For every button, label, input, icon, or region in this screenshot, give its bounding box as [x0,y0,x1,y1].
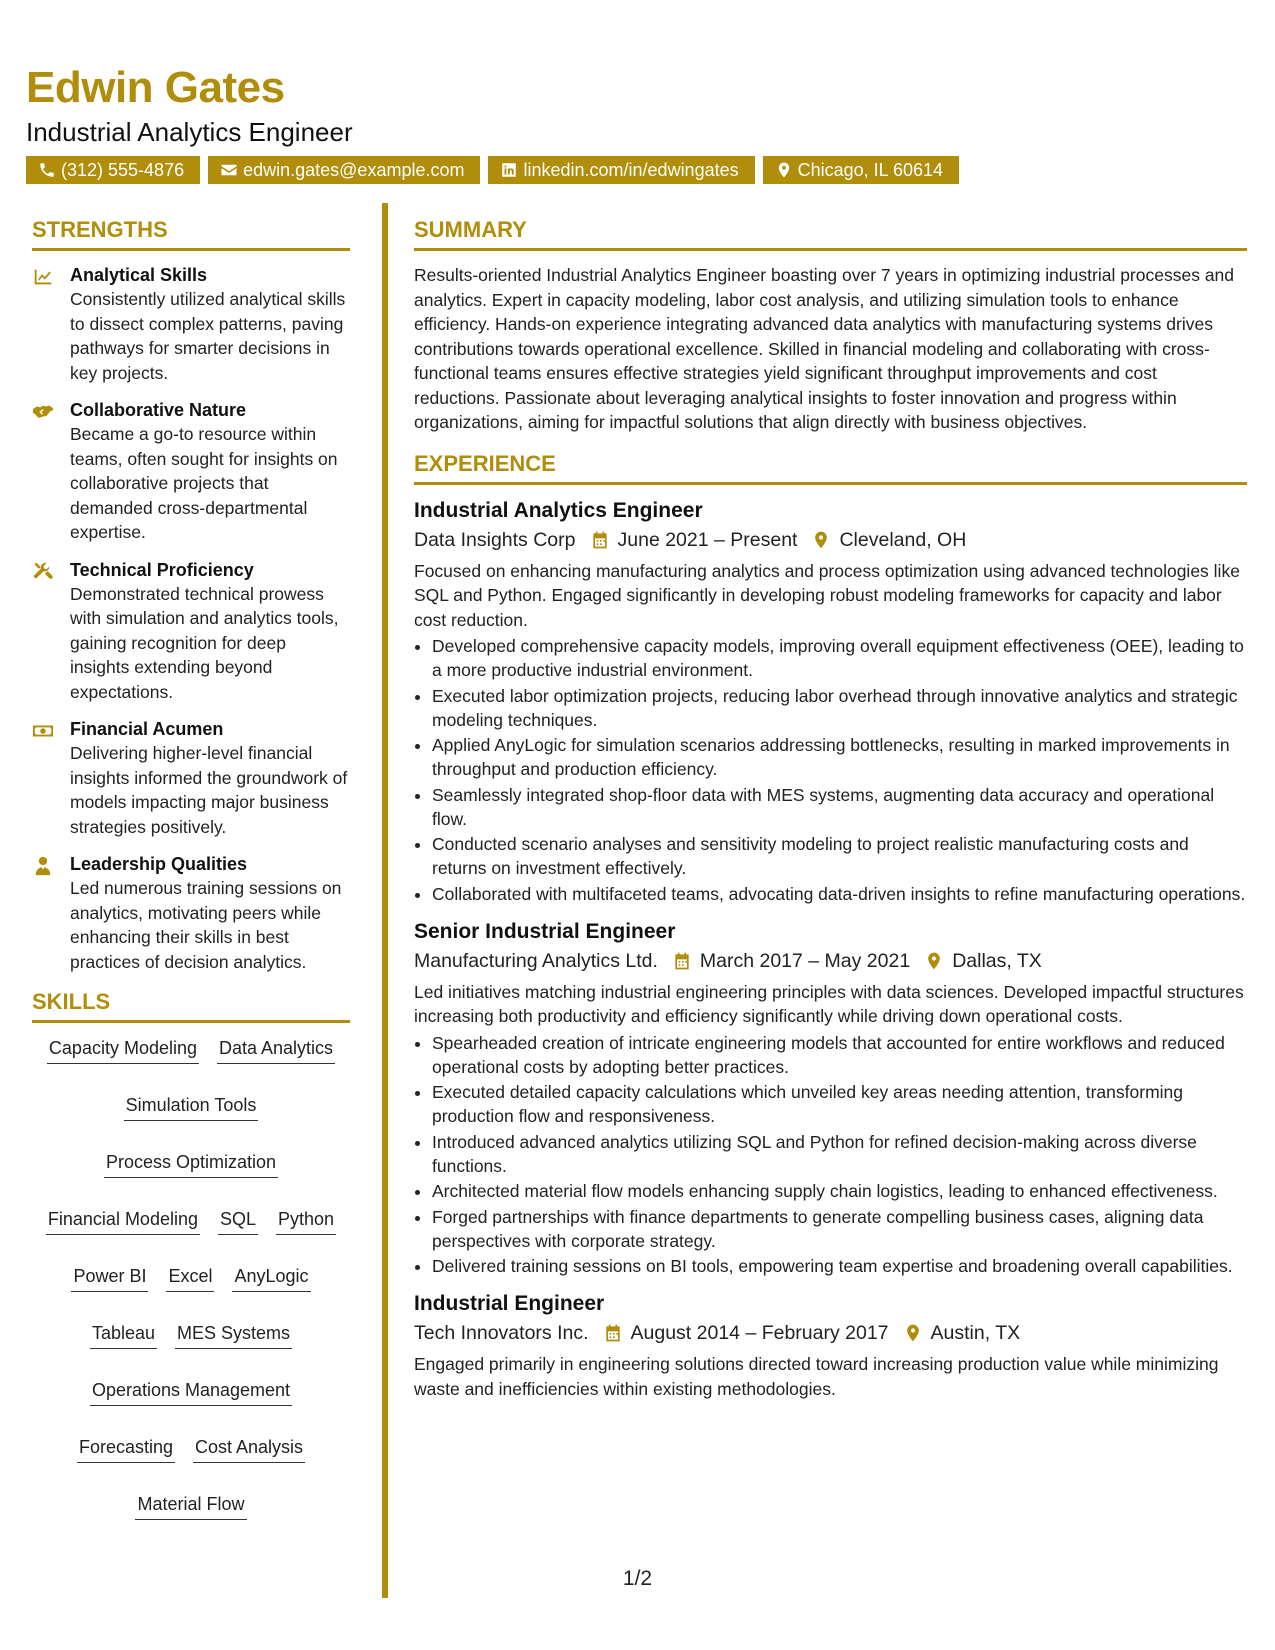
job-bullet: • Delivered training sessions on BI tools, empowering team expertise and broadening overall capabilities. [432,1254,1247,1278]
strength-title: Collaborative Nature [70,400,247,420]
job-meta [414,946,1247,976]
location-text: Chicago, IL 60614 [797,160,944,180]
job-location: Dallas, TX [952,949,1042,972]
summary-heading: SUMMARY [414,215,1247,251]
job-bullet: • Developed comprehensive capacity models, improving overall equipment effectiveness (OEE), leading to a more productive industrial environment. [432,634,1247,682]
summary-text: Results-oriented Industrial Analytics Engineer boasting over 7 years in optimizing industrial processes and analytics. Expert in capacity modeling, labor cost analysis, and utilizing simulation tools to enhance efficiency. Hands-on experience integrating advanced data analytics with manufacturing systems drives contributions towards operational excellence. Skilled in financial modeling and collaborating with cross-functional teams ensures effective strategies yield significant throughput improvements and cost reductions. Passionate about leveraging analytical insights to foster innovation and progress within organizations, aiming for impactful solutions that align directly with business objectives. [414,265,1235,432]
skill-tag: Simulation Tools [124,1092,259,1121]
job-bullet: • Collaborated with multifaceted teams, advocating data-driven insights to refine manufacturing operations. [432,882,1247,906]
strength-item [32,558,350,705]
job-bullet: • Executed labor optimization projects, reducing labor overhead through innovative analytics and strategic modeling techniques. [432,684,1247,732]
strength-title: Technical Proficiency [70,559,254,580]
skill-tag: Python [276,1206,336,1235]
strength-item [32,263,350,385]
skill-tag: Data Analytics [217,1035,335,1064]
skills-heading: SKILLS [32,987,350,1023]
right-column [414,215,1247,1413]
resume-header [26,62,1251,184]
chart-line-icon [32,266,54,288]
job-location: Cleveland, OH [839,528,967,551]
job-dates: August 2014 – February 2017 [630,1322,889,1344]
skill-tag: Financial Modeling [46,1206,200,1235]
strengths-heading: STRENGTHS [32,215,350,251]
location-chip [763,156,959,184]
experience-list [414,497,1247,1402]
skill-tag: Capacity Modeling [47,1035,199,1064]
calendar-icon [672,951,692,971]
skill-tag: MES Systems [175,1320,292,1349]
strength-title: Analytical Skills [70,265,208,285]
skill-tag: Power BI [71,1263,148,1292]
company-name: Tech Innovators Inc. [414,1322,589,1344]
job-dates: June 2021 – Present [617,528,798,551]
phone-chip[interactable] [26,156,200,184]
job-location: Austin, TX [930,1322,1021,1344]
linkedin-chip[interactable] [488,156,754,184]
calendar-icon [590,530,610,550]
job-dates: March 2017 – May 2021 [699,949,911,972]
job-description: Focused on enhancing manufacturing analytics and process optimization using advanced technologies like SQL and Python. Engaged significantly in developing robust modeling frameworks for capacity and labor cost reduction. [414,560,1240,630]
phone-text: (312) 555-4876 [61,160,185,180]
skill-tag: AnyLogic [232,1263,310,1292]
job-title: Industrial Engineer [414,1292,605,1315]
skill-tag: Operations Management [90,1377,292,1406]
map-marker-icon [903,1323,923,1343]
experience-heading: EXPERIENCE [414,449,1247,485]
job-meta [414,1318,1247,1348]
skill-tag: Cost Analysis [193,1434,305,1463]
job-meta [414,525,1247,555]
handshake-icon [32,401,54,423]
strength-desc: Delivering higher-level financial insights informed the groundwork of models impacting major business strategies positively. [70,743,348,837]
strength-item [32,398,350,545]
job-title: Industrial Analytics Engineer [414,498,703,522]
strength-desc: Demonstrated technical prowess with simulation and analytics tools, gaining recognition for deep insights extending beyond expectations. [70,583,339,702]
contact-bar [26,156,1251,184]
email-chip[interactable] [208,156,480,184]
calendar-icon [603,1323,623,1343]
job-entry [414,918,1247,1279]
strength-title: Leadership Qualities [70,854,248,874]
job-bullets [414,634,1247,906]
job-bullet: • Applied AnyLogic for simulation scenarios addressing bottlenecks, resulting in marked improvements in throughput and production efficiency. [432,733,1247,781]
strength-desc: Consistently utilized analytical skills to dissect complex patterns, paving pathways for smarter decisions in key projects. [70,289,346,383]
map-marker-icon [775,161,793,179]
strength-item [32,717,350,839]
candidate-title: Industrial Analytics Engineer [26,117,353,147]
job-entry [414,1290,1247,1401]
job-description: Led initiatives matching industrial engineering principles with data sciences. Developed impactful structures increasing both productivity and efficiency significantly while driving down operational costs. [414,981,1244,1026]
map-marker-icon [924,951,944,971]
skill-tag: Process Optimization [104,1149,278,1178]
map-marker-icon [811,530,831,550]
skill-tag: SQL [218,1206,258,1235]
column-divider [382,203,388,1598]
job-bullet: • Introduced advanced analytics utilizing SQL and Python for refined decision-making across diverse functions. [432,1130,1247,1178]
linkedin-text: linkedin.com/in/edwingates [523,160,739,180]
job-entry [414,497,1247,906]
company-name: Manufacturing Analytics Ltd. [414,949,658,972]
job-bullet: • Seamlessly integrated shop-floor data with MES systems, augmenting data accuracy and operational flow. [432,783,1247,831]
strength-title: Financial Acumen [70,719,224,739]
job-description: Engaged primarily in engineering solutions directed toward increasing production value while minimizing waste and inefficiencies within existing methodologies. [414,1354,1219,1399]
job-title: Senior Industrial Engineer [414,919,676,943]
skill-tag: Material Flow [135,1491,246,1520]
envelope-icon [220,161,238,179]
strength-item [32,852,350,974]
money-bill-icon [32,720,54,742]
job-bullet: • Executed detailed capacity calculations which unveiled key areas needing attention, transforming production flow and responsiveness. [432,1080,1247,1128]
left-column [32,215,350,1520]
phone-icon [38,161,56,179]
job-bullet: • Conducted scenario analyses and sensitivity modeling to project realistic manufacturing costs and returns on investment effectively. [432,832,1247,880]
strength-desc: Became a go-to resource within teams, often sought for insights on collaborative projects that demanded cross-departmental expertise. [70,424,338,542]
job-bullet: • Spearheaded creation of intricate engineering models that accounted for entire workflows and reduced operational costs by adopting better practices. [432,1031,1247,1079]
strength-desc: Led numerous training sessions on analytics, motivating peers while enhancing their skills in best practices of decision analytics. [70,878,342,972]
tools-icon [32,561,54,583]
skill-tag: Excel [166,1263,214,1292]
job-bullet: • Forged partnerships with finance departments to generate compelling business cases, aligning data perspectives with corporate strategy. [432,1205,1247,1253]
user-tie-icon [32,855,54,877]
company-name: Data Insights Corp [414,528,576,551]
linkedin-icon [500,161,518,179]
skills-list [32,1035,350,1520]
job-bullets [414,1031,1247,1279]
page-number: 1/2 [622,1567,653,1590]
candidate-name: Edwin Gates [26,63,285,112]
skill-tag: Forecasting [77,1434,175,1463]
job-bullet: • Architected material flow models enhancing supply chain logistics, leading to enhanced effectiveness. [432,1179,1247,1203]
skill-tag: Tableau [90,1320,157,1349]
email-text: edwin.gates@example.com [243,160,465,180]
